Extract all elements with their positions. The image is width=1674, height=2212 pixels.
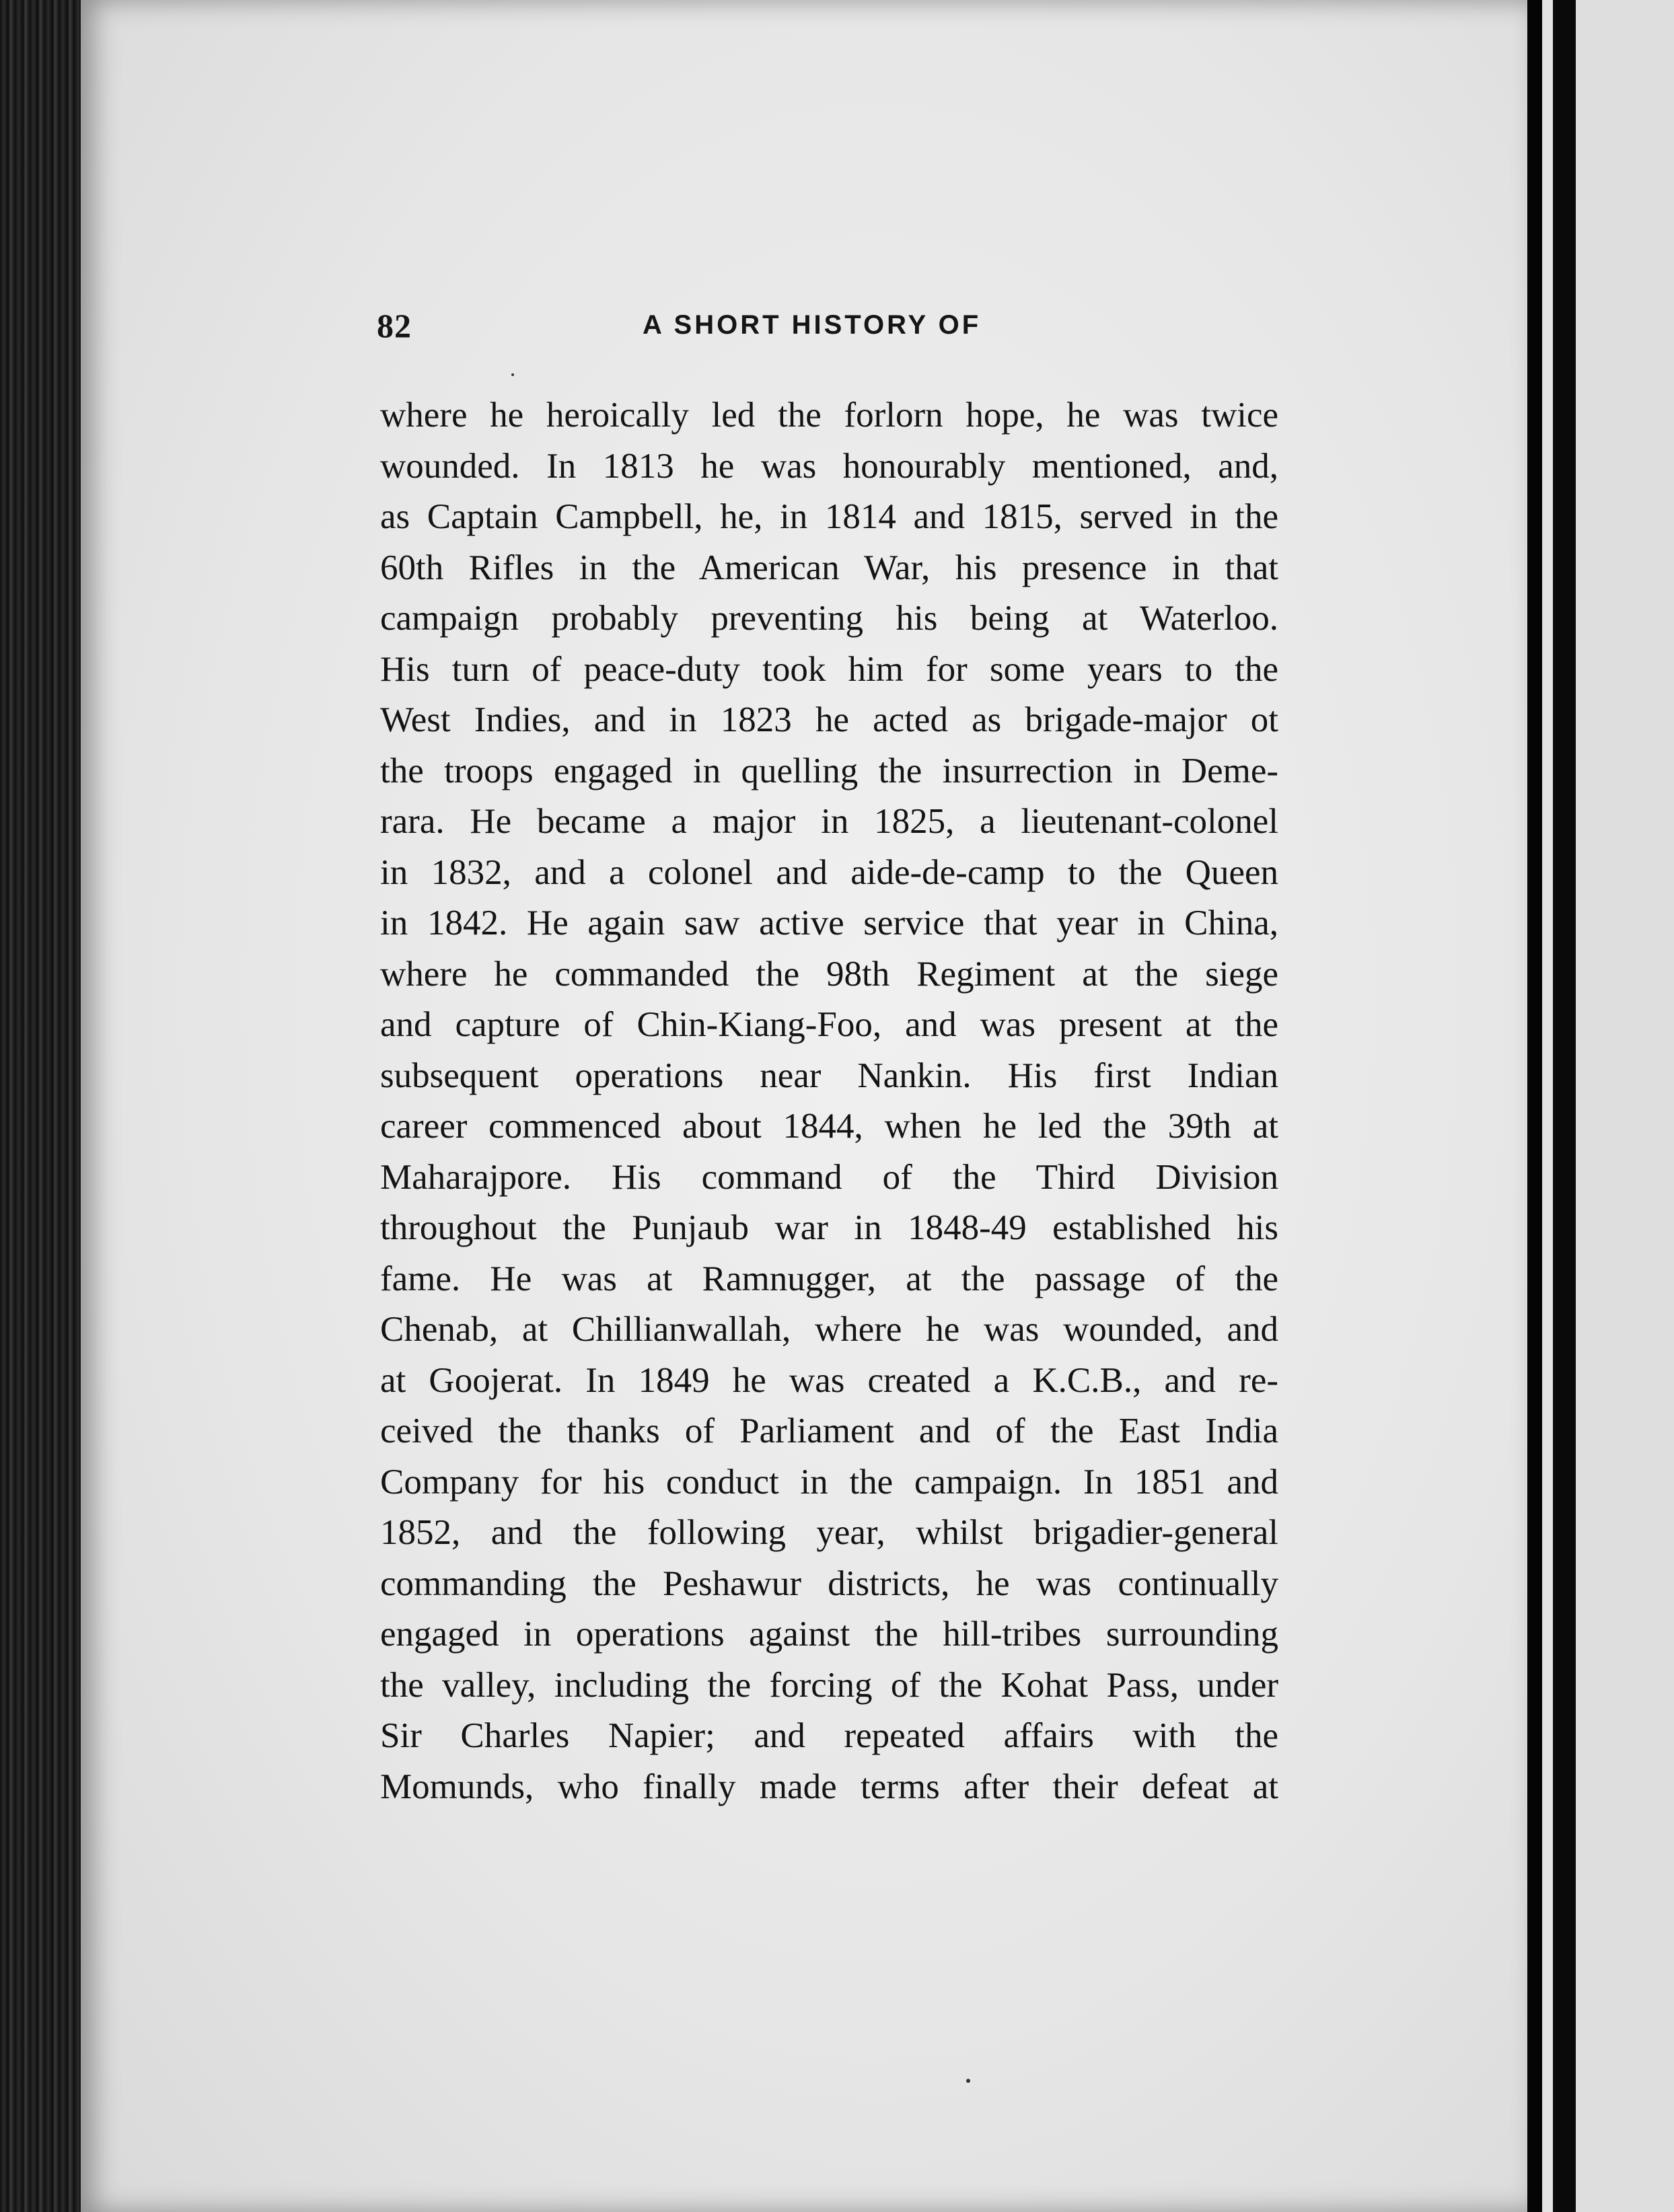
edge-shadow <box>1553 0 1576 2212</box>
text-line: and capture of Chin-Kiang-Foo, and was present at the <box>380 1005 1278 1044</box>
book-gutter <box>0 0 87 2212</box>
text-line: West Indies, and in 1823 he acted as brigade-major ot <box>380 700 1278 739</box>
text-line: campaign probably preventing his being at Waterloo. <box>380 599 1278 638</box>
text-line: wounded. In 1813 he was honourably mentioned, and, <box>380 446 1278 486</box>
text-line: Momunds, who finally made terms after their defeat at <box>380 1767 1278 1806</box>
text-line: Sir Charles Napier; and repeated affairs with the <box>380 1716 1278 1755</box>
text-line: rara. He became a major in 1825, a lieutenant-colonel <box>380 802 1278 841</box>
text-line: ceived the thanks of Parliament and of the East India <box>380 1411 1278 1450</box>
text-line: His turn of peace-duty took him for some years to the <box>380 649 1278 689</box>
text-line: 1852, and the following year, whilst brigadier-general <box>380 1513 1278 1552</box>
text-line: where he heroically led the forlorn hope, he was twice <box>380 396 1278 435</box>
text-line: where he commanded the 98th Regiment at the siege <box>380 954 1278 994</box>
dust-speck <box>511 373 514 376</box>
edge-shadow <box>1527 0 1542 2212</box>
text-line: engaged in operations against the hill-tribes surrounding <box>380 1615 1278 1654</box>
dust-speck <box>966 2079 970 2083</box>
text-line: career commenced about 1844, when he led the 39th at <box>380 1107 1278 1146</box>
page-header <box>377 306 1278 353</box>
text-line: at Goojerat. In 1849 he was created a K.C.B., and re- <box>380 1360 1278 1400</box>
text-line: fame. He was at Ramnugger, at the passage of the <box>380 1259 1278 1298</box>
text-line: Chenab, at Chillianwallah, where he was wounded, and <box>380 1310 1278 1349</box>
text-line: throughout the Punjaub war in 1848-49 established his <box>380 1208 1278 1247</box>
text-line: in 1832, and a colonel and aide-de-camp to the Queen <box>380 852 1278 892</box>
page-number: 82 <box>377 307 412 344</box>
text-line: the troops engaged in quelling the insurrection in Deme- <box>380 751 1278 790</box>
text-line: commanding the Peshawur districts, he was continually <box>380 1563 1278 1603</box>
page-edge-right <box>1527 0 1674 2212</box>
body-text <box>380 390 1278 1812</box>
text-line: as Captain Campbell, he, in 1814 and 1815, served in the <box>380 497 1278 536</box>
text-line: Company for his conduct in the campaign. In 1851 and <box>380 1462 1278 1502</box>
running-head: A SHORT HISTORY OF <box>643 310 982 340</box>
text-line: Maharajpore. His command of the Third Division <box>380 1157 1278 1197</box>
text-line: subsequent operations near Nankin. His first Indian <box>380 1056 1278 1095</box>
text-line: 60th Rifles in the American War, his presence in that <box>380 548 1278 587</box>
text-line: in 1842. He again saw active service that year in China, <box>380 904 1278 943</box>
facing-page-strip <box>1576 0 1674 2212</box>
text-line: the valley, including the forcing of the Kohat Pass, under <box>380 1665 1278 1705</box>
